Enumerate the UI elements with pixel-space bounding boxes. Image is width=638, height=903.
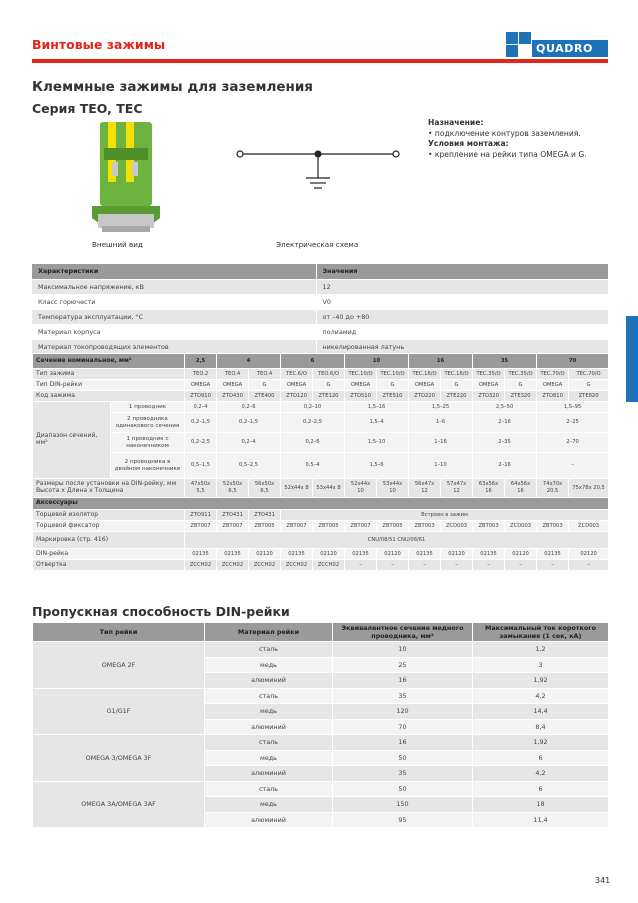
din-material: алюминий [205,812,333,828]
marking-cell: CNU/08/51 CNU/08/61 [185,532,609,549]
code-cell: ZTO220 [409,391,441,402]
clamp-cell: ZBT003 [537,521,569,532]
tool-cell: – [441,560,473,571]
din-material: медь [205,797,333,813]
range-cell: 0,2–4 [185,402,217,413]
type-cell: TEC.35/O [505,369,537,380]
characteristics-table [32,264,608,355]
type-cell: TEC.16/O [441,369,473,380]
din-section: 120 [333,704,473,720]
section-value: 4 [217,354,281,369]
din-section: 50 [333,781,473,797]
page-number: 341 [595,876,611,885]
range-label: Диапазон сечений, мм² [33,402,111,479]
din-current: 6 [473,750,609,766]
tool-cell: ZCCH02 [249,560,281,571]
range-cell: 0,2–4 [217,433,281,453]
rail-cell: G [569,380,609,391]
size-cell: 75x78x 20,5 [569,479,609,498]
code-cell: ZTO120 [281,391,313,402]
din-section: 16 [333,673,473,689]
din-cell: 02120 [377,549,409,560]
range-cell: 1,5–10 [345,433,409,453]
range-cell: 0,2–10 [281,402,345,413]
din-section: 35 [333,688,473,704]
din-current: 4,2 [473,766,609,782]
din-rail-row [33,549,609,560]
type-cell: TEO.4 [217,369,249,380]
rail-cell: OMEGA [473,380,505,391]
clamp-cell: ZCD003 [569,521,609,532]
din-current: 1,92 [473,735,609,751]
clamp-cell: ZBT003 [409,521,441,532]
type-cell: TEC.16/O [409,369,441,380]
range-cell: – [537,453,609,479]
range-cell: 1,5–16 [345,402,409,413]
page-title: Клеммные зажимы для заземления [32,79,313,95]
spec-value: V0 [316,294,608,309]
din-cell: 02135 [281,549,313,560]
end-insulator-cell: ZTO431 [217,510,249,521]
code-cell: ZTE510 [377,391,409,402]
tool-cell: – [537,560,569,571]
tool-cell: – [409,560,441,571]
spec-label: Максимальное напряжение, кВ [32,279,316,294]
range-row [33,402,609,413]
code-cell: ZTE820 [569,391,609,402]
screwdriver-row [33,560,609,571]
din-section: 95 [333,812,473,828]
din-cell: 02135 [185,549,217,560]
type-cell: TEO.6/O [313,369,345,380]
logo-wordmark: QUADRO [532,40,608,57]
spec-label: Материал корпуса [32,324,316,339]
schema-caption: Электрическая схема [276,240,359,249]
clamp-cell: ZBT007 [185,521,217,532]
din-material: сталь [205,642,333,658]
tool-cell: – [505,560,537,571]
din-material: алюминий [205,673,333,689]
side-tab-marker [626,316,638,402]
din-capacity-title: Пропускная способность DIN-рейки [32,604,290,619]
range-cell: 1,5–95 [537,402,609,413]
code-cell: ZTE220 [441,391,473,402]
din-head-current: Максимальный ток короткого замыкания (1 сек, кА) [473,623,609,642]
size-cell: 74x70x 20,5 [537,479,569,498]
size-cell: 52x44x 10 [345,479,377,498]
tool-cell: – [569,560,609,571]
size-cell: 47x50x 5,5 [185,479,217,498]
accessories-label: Аксессуары [33,498,609,510]
range-cell: 2,5–50 [473,402,537,413]
rail-cell: OMEGA [217,380,249,391]
size-label: Размеры после установки на DIN-рейку, мм Высота х Длина х Толщина [33,479,185,498]
section-value: 16 [409,354,473,369]
din-cell: 02135 [473,549,505,560]
din-section: 35 [333,766,473,782]
rail-cell: G [377,380,409,391]
rail-cell: OMEGA [281,380,313,391]
terminal-spec-table [32,353,609,571]
section-head-label: Сечение номинальное, мм² [33,354,185,369]
screwdriver-label: Отвертка [33,560,185,571]
clamp-cell: ZCD003 [505,521,537,532]
range-cell: 0,2–1,5 [217,413,281,433]
range-cell: 0,2–1,5 [185,413,217,433]
type-cell: TEC.70/O [569,369,609,380]
din-head-material: Материал рейки [205,623,333,642]
mount-text: • крепление на рейки типа OMEGA и G. [428,149,587,159]
type-cell: TEC.35/O [473,369,505,380]
range-cell: 1,5–25 [409,402,473,413]
din-current: 4,2 [473,688,609,704]
size-cell: 56x47x 12 [409,479,441,498]
range-cell: 1–16 [409,433,473,453]
type-cell: TEC.10/O [345,369,377,380]
electric-schema-diagram [236,142,400,194]
section-value: 2,5 [185,354,217,369]
din-rail-type: OMEGA 2F [33,642,205,689]
din-capacity-table [32,622,609,828]
code-label: Код зажима [33,391,185,402]
range-cell: 2–35 [473,433,537,453]
range-cell: 0,5–4 [281,453,345,479]
section-value: 70 [537,354,609,369]
clamp-cell: ZCD003 [441,521,473,532]
din-section: 150 [333,797,473,813]
clamp-cell: ZBT005 [377,521,409,532]
tool-cell: – [377,560,409,571]
rail-cell: G [249,380,281,391]
din-current: 8,4 [473,719,609,735]
clamp-cell: ZBT005 [249,521,281,532]
spec-value: 12 [316,279,608,294]
appearance-caption: Внешний вид [92,240,143,249]
code-row [33,391,609,402]
spec-label: Температура эксплуатации, °С [32,309,316,324]
end-insulator-cell: ZTO911 [185,510,217,521]
range-cell: 1–6 [409,413,473,433]
rail-cell: OMEGA [537,380,569,391]
clamp-cell: ZBT005 [313,521,345,532]
tool-cell: ZCCH02 [185,560,217,571]
din-cell: 02135 [409,549,441,560]
size-cell: 64x56x 16 [505,479,537,498]
din-current: 11,4 [473,812,609,828]
section-value: 10 [345,354,409,369]
din-section: 16 [333,735,473,751]
clamp-cell: ZBT007 [345,521,377,532]
series-subtitle: Серия TEO, TEC [32,101,143,116]
tool-cell: – [345,560,377,571]
range-cell: 2–70 [537,433,609,453]
din-cell: 02120 [569,549,609,560]
range-row [33,413,609,433]
size-cell: 52x50x 6,5 [217,479,249,498]
din-current: 3 [473,657,609,673]
range-cell: 1,5–6 [345,453,409,479]
range-cell: 0,2–2,5 [281,413,345,433]
code-cell: ZTO810 [537,391,569,402]
clamp-cell: ZBT007 [217,521,249,532]
tool-cell: – [473,560,505,571]
din-current: 1,92 [473,673,609,689]
type-cell: TEO.2 [185,369,217,380]
accessories-header-row [33,498,609,510]
tool-cell: ZCCH02 [281,560,313,571]
din-material: алюминий [205,719,333,735]
din-head-section: Эквивалентное сечение медного проводника, мм² [333,623,473,642]
din-cell: 02120 [441,549,473,560]
tool-cell: ZCCH02 [313,560,345,571]
code-cell: ZTO320 [473,391,505,402]
purpose-block [428,118,618,160]
din-material: сталь [205,688,333,704]
range-row [33,433,609,453]
type-cell: TEO.4 [249,369,281,380]
range-cell: 0,5–1,5 [185,453,217,479]
spec-label: Материал токопроводящих элементов [32,339,316,354]
din-current: 6 [473,781,609,797]
spec-head-characteristic: Характеристики [32,264,316,279]
din-rail-label: DIN-рейка [33,549,185,560]
marking-row [33,532,609,549]
din-material: алюминий [205,766,333,782]
din-rail-type: OMEGA 3A/OMEGA 3AF [33,781,205,828]
din-cell: 02120 [249,549,281,560]
quadro-logo [506,32,608,62]
code-cell: ZTE120 [313,391,345,402]
marking-label: Маркировка (стр. 416) [33,532,185,549]
din-material: сталь [205,735,333,751]
range-sub-label: 2 проводника одинакового сечения [111,413,185,433]
din-section: 70 [333,719,473,735]
code-cell: ZTO910 [185,391,217,402]
size-cell: 53x44x 8 [313,479,345,498]
code-cell: ZTE320 [505,391,537,402]
end-clamp-row [33,521,609,532]
tool-cell: ZCCH02 [217,560,249,571]
size-cell: 57x47x 12 [441,479,473,498]
rail-cell: OMEGA [345,380,377,391]
din-section: 10 [333,642,473,658]
range-cell: 0,2–6 [217,402,281,413]
din-material: сталь [205,781,333,797]
code-cell: ZTO510 [345,391,377,402]
rail-row [33,380,609,391]
clamp-cell: ZBT007 [281,521,313,532]
section-value: 35 [473,354,537,369]
section-header: Винтовые зажимы [32,37,166,52]
range-sub-label: 1 проводник с наконечником [111,433,185,453]
din-current: 14,4 [473,704,609,720]
size-cell: 63x56x 16 [473,479,505,498]
rail-label: Тип DIN-рейки [33,380,185,391]
type-cell: TEC.70/O [537,369,569,380]
din-head-rail: Тип рейки [33,623,205,642]
rail-cell: OMEGA [409,380,441,391]
din-cell: 02120 [505,549,537,560]
din-cell: 02120 [313,549,345,560]
range-sub-label: 2 проводника в двойном наконечнике [111,453,185,479]
din-section: 25 [333,657,473,673]
din-rail-type: OMEGA 3/OMEGA 3F [33,735,205,782]
spec-value: никелированная латунь [316,339,608,354]
range-cell: 2–16 [473,453,537,479]
size-row [33,479,609,498]
range-cell: 1,5–4 [345,413,409,433]
purpose-label: Назначение: [428,118,484,127]
spec-value: полиамид [316,324,608,339]
clamp-cell: ZBT003 [473,521,505,532]
rail-cell: OMEGA [185,380,217,391]
rail-cell: G [441,380,473,391]
code-cell: ZTO430 [217,391,249,402]
type-label: Тип зажима [33,369,185,380]
rail-cell: G [505,380,537,391]
range-cell: 0,5–2,5 [217,453,281,479]
din-material: медь [205,657,333,673]
terminal-block-image [86,118,166,236]
spec-value: от –40 до +80 [316,309,608,324]
type-cell: TEC.10/O [377,369,409,380]
range-sub-label: 1 проводник [111,402,185,413]
size-cell: 53x44x 10 [377,479,409,498]
spec-head-value: Значения [316,264,608,279]
end-builtin-cell: Встроен в зажим [281,510,609,521]
spec-label: Класс горючести [32,294,316,309]
din-cell: 02135 [345,549,377,560]
mount-label: Условия монтажа: [428,139,509,148]
logo-squares-icon [506,32,532,58]
din-rail-type: G1/G1F [33,688,205,735]
end-insulator-label: Торцевой изолятор [33,510,185,521]
range-cell: 2–25 [537,413,609,433]
range-cell: 0,2–6 [281,433,345,453]
end-clamp-label: Торцевой фиксатор [33,521,185,532]
din-material: медь [205,750,333,766]
type-cell: TEC.6/O [281,369,313,380]
end-insulator-cell: ZTO431 [249,510,281,521]
range-cell: 0,2–2,5 [185,433,217,453]
din-material: медь [205,704,333,720]
section-value: 6 [281,354,345,369]
size-cell: 56x50x 6,5 [249,479,281,498]
rail-cell: G [313,380,345,391]
purpose-text: • подключение контуров заземления. [428,128,581,138]
range-cell: 2–16 [473,413,537,433]
code-cell: ZTE400 [249,391,281,402]
din-current: 18 [473,797,609,813]
size-cell: 52x44x 8 [281,479,313,498]
din-cell: 02135 [537,549,569,560]
range-cell: 1–10 [409,453,473,479]
din-section: 50 [333,750,473,766]
din-cell: 02135 [217,549,249,560]
din-current: 1,2 [473,642,609,658]
range-row [33,453,609,479]
end-insulator-row [33,510,609,521]
type-row [33,369,609,380]
